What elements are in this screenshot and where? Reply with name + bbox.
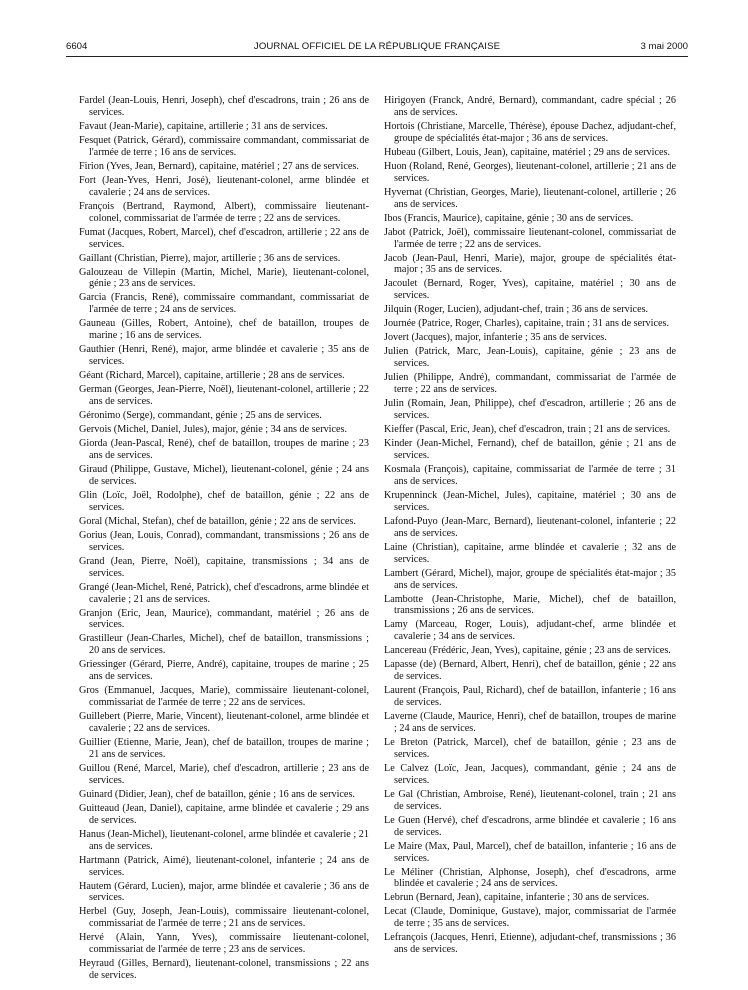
list-item: Jilquin (Roger, Lucien), adjudant-chef, train ; 36 ans de services. bbox=[384, 304, 649, 316]
list-item: Laine (Christian), capitaine, arme blindée et cavalerie ; 32 ans de services. bbox=[384, 541, 676, 565]
list-item: Hanus (Jean-Michel), lieutenant-colonel, arme blindée et cavalerie ; 21 ans de services. bbox=[79, 828, 369, 852]
list-item: Jovert (Jacques), major, infanterie ; 35 ans de services. bbox=[384, 332, 607, 344]
list-item: Hubeau (Gilbert, Louis, Jean), capitaine, matériel ; 29 ans de services. bbox=[384, 146, 670, 158]
list-item: Huon (Roland, René, Georges), lieutenant-colonel, artillerie ; 21 ans de services. bbox=[384, 160, 676, 184]
list-item: Géronimo (Serge), commandant, génie ; 25 ans de services. bbox=[79, 410, 322, 422]
list-item: Kosmala (François), capitaine, commissariat de l'armée de terre ; 31 ans de services. bbox=[384, 463, 676, 487]
list-item: Heyraud (Gilles, Bernard), lieutenant-colonel, transmissions ; 22 ans de services. bbox=[79, 958, 369, 982]
page-number: 6604 bbox=[66, 41, 88, 52]
list-item: Grangé (Jean-Michel, René, Patrick), chef d'escadrons, arme blindée et cavalerie ; 21 ans de services. bbox=[79, 581, 369, 605]
list-item: Gros (Emmanuel, Jacques, Marie), commissaire lieutenant-colonel, commissariat de l'armée de terre ; 22 ans de services. bbox=[79, 685, 369, 709]
right-column bbox=[384, 95, 676, 958]
list-item: Lefrançois (Jacques, Henri, Etienne), adjudant-chef, transmissions ; 36 ans de services. bbox=[384, 932, 676, 956]
list-item: Griessinger (Gérard, Pierre, André), capitaine, troupes de marine ; 25 ans de services. bbox=[79, 659, 369, 683]
list-item: Kieffer (Pascal, Eric, Jean), chef d'escadron, train ; 21 ans de services. bbox=[384, 424, 671, 436]
list-item: Le Calvez (Loïc, Jean, Jacques), commandant, génie ; 24 ans de services. bbox=[384, 762, 676, 786]
list-item: Guillou (René, Marcel, Marie), chef d'escadron, artillerie ; 23 ans de services. bbox=[79, 762, 369, 786]
list-item: Glin (Loïc, Joël, Rodolphe), chef de bataillon, génie ; 22 ans de services. bbox=[79, 489, 369, 513]
list-item: Lapasse (de) (Bernard, Albert, Henri), chef de bataillon, génie ; 22 ans de services. bbox=[384, 659, 676, 683]
header-rule bbox=[66, 56, 688, 57]
list-item: Gauneau (Gilles, Robert, Antoine), chef de bataillon, troupes de marine ; 16 ans de services. bbox=[79, 318, 369, 342]
list-item: Lambert (Gérard, Michel), major, groupe de spécialités état-major ; 35 ans de services. bbox=[384, 567, 676, 591]
list-item: Julien (Patrick, Marc, Jean-Louis), capitaine, génie ; 23 ans de services. bbox=[384, 346, 676, 370]
list-item: Hyvernat (Christian, Georges, Marie), lieutenant-colonel, artillerie ; 26 ans de services. bbox=[384, 186, 676, 210]
list-item: Le Méliner (Christian, Alphonse, Joseph), chef d'escadrons, arme blindée et cavalerie ; 24 ans de services. bbox=[384, 866, 676, 890]
list-item: Guitteaud (Jean, Daniel), capitaine, arme blindée et cavalerie ; 29 ans de services. bbox=[79, 802, 369, 826]
list-item: Lebrun (Bernard, Jean), capitaine, infanterie ; 30 ans de services. bbox=[384, 892, 650, 904]
list-item: Le Breton (Patrick, Marcel), chef de bataillon, génie ; 23 ans de services. bbox=[384, 737, 676, 760]
list-item: Lamy (Marceau, Roger, Louis), adjudant-chef, arme blindée et cavalerie ; 34 ans de services. bbox=[384, 619, 676, 643]
list-item: Fesquet (Patrick, Gérard), commissaire commandant, commissariat de l'armée de terre ; 16 ans de services. bbox=[79, 134, 369, 158]
list-item: Ibos (Francis, Maurice), capitaine, génie ; 30 ans de services. bbox=[384, 212, 634, 224]
list-item: Guinard (Didier, Jean), chef de bataillon, génie ; 16 ans de services. bbox=[79, 788, 355, 800]
left-column bbox=[79, 95, 369, 984]
list-item: François (Bertrand, Raymond, Albert), commissaire lieutenant-colonel, commissariat de l'armée de terre ; 22 ans de services. bbox=[79, 200, 369, 224]
list-item: Granjon (Eric, Jean, Maurice), commandant, matériel ; 26 ans de services. bbox=[79, 607, 369, 631]
list-item: Lancereau (Frédéric, Jean, Yves), capitaine, génie ; 23 ans de services. bbox=[384, 645, 671, 657]
list-item: Giraud (Philippe, Gustave, Michel), lieutenant-colonel, génie ; 24 ans de services. bbox=[79, 463, 369, 487]
list-item: Gauthier (Henri, René), major, arme blindée et cavalerie ; 35 ans de services. bbox=[79, 344, 369, 368]
list-item: Hervé (Alain, Yann, Yves), commissaire lieutenant-colonel, commissariat de l'armée de terre ; 23 ans de services. bbox=[79, 932, 369, 956]
list-item: Kinder (Jean-Michel, Fernand), chef de bataillon, génie ; 21 ans de services. bbox=[384, 438, 676, 461]
list-item: Gervois (Michel, Daniel, Jules), major, génie ; 34 ans de services. bbox=[79, 424, 348, 436]
list-item: Krupenninck (Jean-Michel, Jules), capitaine, matériel ; 30 ans de services. bbox=[384, 489, 676, 513]
list-item: Laverne (Claude, Maurice, Henri), chef de bataillon, troupes de marine ; 24 ans de services. bbox=[384, 711, 676, 735]
list-item: Gorius (Jean, Louis, Conrad), commandant, transmissions ; 26 ans de services. bbox=[79, 529, 369, 553]
list-item: Lambotte (Jean-Christophe, Marie, Michel), chef de bataillon, transmissions ; 26 ans de services. bbox=[384, 593, 676, 617]
journal-title: JOURNAL OFFICIEL DE LA RÉPUBLIQUE FRANÇAISE bbox=[253, 41, 501, 52]
list-item: Hartmann (Patrick, Aimé), lieutenant-colonel, infanterie ; 24 ans de services. bbox=[79, 854, 369, 878]
list-item: Garcia (Francis, René), commissaire commandant, commissariat de l'armée de terre ; 24 ans de services. bbox=[79, 292, 369, 316]
list-item: Hortois (Christiane, Marcelle, Thérèse), épouse Dachez, adjudant-chef, groupe de spécialités état-major ; 36 ans de services. bbox=[384, 120, 676, 144]
list-item: Hautem (Gérard, Lucien), major, arme blindée et cavalerie ; 36 ans de services. bbox=[79, 880, 369, 904]
list-item: Grastilleur (Jean-Charles, Michel), chef de bataillon, transmissions ; 20 ans de services. bbox=[79, 633, 369, 657]
list-item: Gaillant (Christian, Pierre), major, artillerie ; 36 ans de services. bbox=[79, 252, 341, 264]
list-item: Fumat (Jacques, Robert, Marcel), chef d'escadron, artillerie ; 22 ans de services. bbox=[79, 226, 369, 250]
list-item: Le Gal (Christian, Ambroise, René), lieutenant-colonel, train ; 21 ans de services. bbox=[384, 788, 676, 812]
list-item: Géant (Richard, Marcel), capitaine, artillerie ; 28 ans de services. bbox=[79, 370, 345, 382]
list-item: Favaut (Jean-Marie), capitaine, artillerie ; 31 ans de services. bbox=[79, 120, 328, 132]
list-item: Julien (Philippe, André), commandant, commissariat de l'armée de terre ; 22 ans de services. bbox=[384, 372, 676, 396]
list-item: Julin (Romain, Jean, Philippe), chef d'escadron, artillerie ; 26 ans de services. bbox=[384, 398, 676, 422]
issue-date: 3 mai 2000 bbox=[640, 41, 688, 52]
list-item: Hirigoyen (Franck, André, Bernard), commandant, cadre spécial ; 26 ans de services. bbox=[384, 95, 676, 118]
list-item: Lafond-Puyo (Jean-Marc, Bernard), lieutenant-colonel, infanterie ; 22 ans de services. bbox=[384, 515, 676, 539]
list-item: Lecat (Claude, Dominique, Gustave), major, commissariat de l'armée de terre ; 35 ans de services. bbox=[384, 906, 676, 930]
list-item: Jacob (Jean-Paul, Henri, Marie), major, groupe de spécialités état-major ; 35 ans de services. bbox=[384, 252, 676, 276]
list-item: Fort (Jean-Yves, Henri, José), lieutenant-colonel, arme blindée et cavalerie ; 24 ans de services. bbox=[79, 174, 369, 198]
list-item: Jabot (Patrick, Joël), commissaire lieutenant-colonel, commissariat de l'armée de terre ; 22 ans de services. bbox=[384, 226, 676, 250]
list-item: Guillier (Etienne, Marie, Jean), chef de bataillon, troupes de marine ; 21 ans de services. bbox=[79, 737, 369, 760]
list-item: Goral (Michal, Stefan), chef de bataillon, génie ; 22 ans de services. bbox=[79, 515, 356, 527]
list-item: Jacoulet (Bernard, Roger, Yves), capitaine, matériel ; 30 ans de services. bbox=[384, 278, 676, 302]
list-item: Galouzeau de Villepin (Martin, Michel, Marie), lieutenant-colonel, génie ; 23 ans de services. bbox=[79, 266, 369, 290]
list-item: Giorda (Jean-Pascal, René), chef de bataillon, troupes de marine ; 23 ans de services. bbox=[79, 438, 369, 461]
list-item: Guillebert (Pierre, Marie, Vincent), lieutenant-colonel, arme blindée et cavalerie ; 22 ans de services. bbox=[79, 711, 369, 735]
list-item: Fardel (Jean-Louis, Henri, Joseph), chef d'escadrons, train ; 26 ans de services. bbox=[79, 95, 369, 118]
list-item: Le Guen (Hervé), chef d'escadrons, arme blindée et cavalerie ; 16 ans de services. bbox=[384, 814, 676, 838]
list-item: Herbel (Guy, Joseph, Jean-Louis), commissaire lieutenant-colonel, commissariat de l'armée de terre ; 21 ans de services. bbox=[79, 906, 369, 930]
list-item: German (Georges, Jean-Pierre, Noël), lieutenant-colonel, artillerie ; 22 ans de services. bbox=[79, 384, 369, 408]
list-item: Le Maire (Max, Paul, Marcel), chef de bataillon, infanterie ; 16 ans de services. bbox=[384, 840, 676, 864]
list-item: Laurent (François, Paul, Richard), chef de bataillon, infanterie ; 16 ans de services. bbox=[384, 685, 676, 709]
list-item: Grand (Jean, Pierre, Noël), capitaine, transmissions ; 34 ans de services. bbox=[79, 555, 369, 579]
list-item: Journée (Patrice, Roger, Charles), capitaine, train ; 31 ans de services. bbox=[384, 318, 670, 330]
list-item: Firion (Yves, Jean, Bernard), capitaine, matériel ; 27 ans de services. bbox=[79, 160, 359, 172]
